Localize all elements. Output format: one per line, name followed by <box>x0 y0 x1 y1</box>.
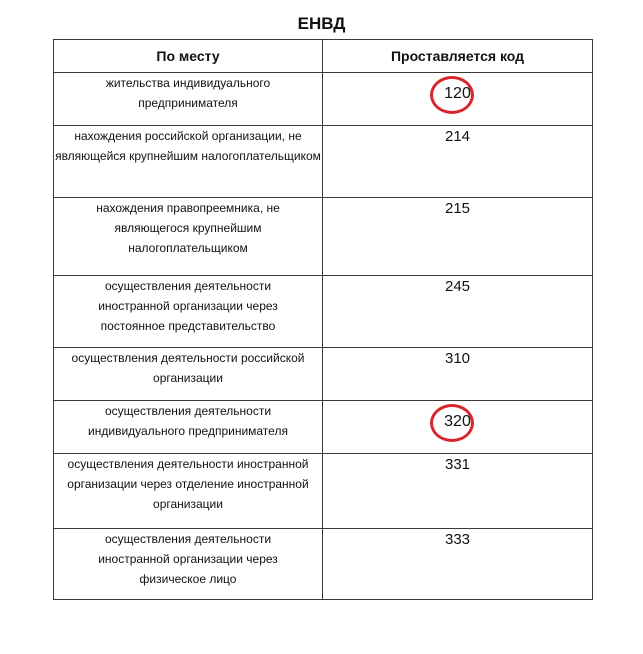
code-cell <box>323 73 593 126</box>
code-value: 333 <box>444 531 471 548</box>
code-value: 310 <box>444 350 471 367</box>
place-cell: жительства индивидуального предпринимателя <box>54 73 323 126</box>
table-row <box>54 126 593 198</box>
column-header-code: Проставляется код <box>323 40 593 73</box>
code-cell <box>323 126 593 198</box>
table-row <box>54 529 593 600</box>
place-cell: осуществления деятельности иностранной организации через постоянное представительство <box>54 276 323 348</box>
place-cell: осуществления деятельности российской организации <box>54 348 323 401</box>
code-value: 245 <box>444 278 471 295</box>
table-row <box>54 73 593 126</box>
place-cell: осуществления деятельности индивидуального предпринимателя <box>54 401 323 454</box>
table-row <box>54 454 593 529</box>
code-cell <box>323 276 593 348</box>
place-cell: осуществления деятельности иностранной организации через физическое лицо <box>54 529 323 600</box>
codes-table <box>53 39 593 600</box>
table-header-row <box>54 40 593 73</box>
table-row <box>54 401 593 454</box>
place-cell: нахождения российской организации, не являющейся крупнейшим налогоплательщиком <box>54 126 323 198</box>
circled-code: 120 <box>440 83 475 105</box>
place-cell: нахождения правопреемника, не являющегося крупнейшим налогоплательщиком <box>54 198 323 276</box>
code-cell <box>323 198 593 276</box>
circled-code: 320 <box>440 411 475 433</box>
column-header-place: По месту <box>54 40 323 73</box>
table-row <box>54 276 593 348</box>
code-value: 215 <box>444 200 471 217</box>
code-value: 331 <box>444 456 471 473</box>
table-row <box>54 348 593 401</box>
table-row <box>54 198 593 276</box>
page-title: ЕНВД <box>297 14 346 33</box>
code-cell <box>323 401 593 454</box>
code-value: 214 <box>444 128 471 145</box>
code-cell <box>323 348 593 401</box>
code-cell <box>323 454 593 529</box>
place-cell: осуществления деятельности иностранной организации через отделение иностранной организации <box>54 454 323 529</box>
code-cell <box>323 529 593 600</box>
